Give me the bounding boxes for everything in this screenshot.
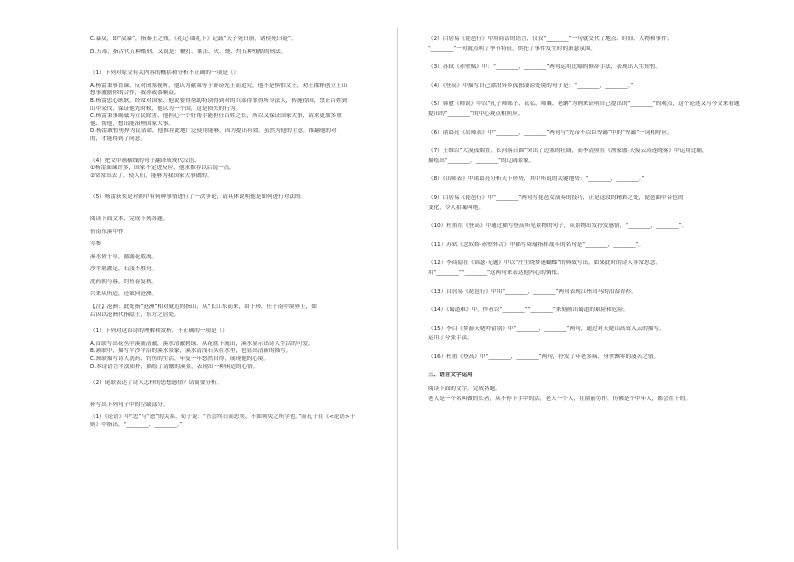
spacer <box>90 388 388 402</box>
right-text-line: 运用了夸张手法。 <box>428 335 473 342</box>
right-text-line: （11）苏轼《念奴娇·赤壁怀古》中描写周瑜指挥战斗的名句是“________，________”。 <box>428 241 645 248</box>
left-text-line: 想事激励你的合作，我亦或恭顺益。 <box>90 90 180 97</box>
right-text-line: （14）《蜀道难》中，作者以“________”“________”来刻画出蜀道的艰险和危险。 <box>428 307 629 314</box>
left-column <box>90 36 388 430</box>
right-text-line: （16）杜甫《登高》中“________，________”两句，抒发了年老多病、身世飘零的凄苦之情。 <box>428 353 660 360</box>
left-text-line: D.杨雷敢暂勇捍为民请命，他推荐此地广泛使用能够，因为提出有效。虽然为他的主意，推翻他的对 <box>90 128 337 135</box>
right-text-line: 用“________”“________”这两句来表达他内心的惆怅。 <box>428 269 563 276</box>
left-text-line: 洗药朝与暮，钓鱼春复秋。 <box>90 278 158 285</box>
right-text-line: 阅读下面的文字，完成各题。 <box>428 386 501 393</box>
right-text-line: （5）韩愈《师说》中以“孔子师郯子、苌弘、师襄、老聃”为例来证明自己提出的“________”的观点，这个论述又与今文来看题 <box>428 101 740 108</box>
column-divider <box>397 28 398 550</box>
right-text-line: （9）白居易《琵琶行》中“________”两句写琵琶女演奏的技巧，正是这段的精彩之处，琵琶曲中音色的 <box>428 194 684 201</box>
left-text-line: 则》中指出，“________，________。” <box>90 422 183 428</box>
right-text-line: “________”一句就点明了季节特征，烘托了事件发生时的萧瑟氛围。 <box>428 45 597 52</box>
spacer <box>90 202 388 216</box>
left-text-line: （1）下列对这首诗的理解和赏析，不正确的一项是（） <box>90 328 228 335</box>
left-text-line: ②常常出去了，使人们，能够为我国家大事做的。 <box>90 172 213 179</box>
left-text-line: D.本诗语言平淡质朴，描绘了清幽的溪景，表现出一种闲适的心情。 <box>90 363 259 370</box>
right-text-line: 提出的“________”的中心观点相照应。 <box>428 110 524 117</box>
left-text-line: 【注】沧洲：此处指“沧洲”相对就近的指山，从“长江东而来，由于珍，任于南中境界上，如 <box>90 304 317 311</box>
left-text-line: 后因以沧洲代指隐士，东方之居处。 <box>90 311 180 318</box>
right-text-line: （13）白居易《琵琶行》中用“________，________”两句表现江州司马的泪湿青衫。 <box>428 288 637 295</box>
left-text-line: D.五毒，指古代五种酷刑，又说是：鞭打、箠击、火、烧、灼五种残酷的刑法。 <box>90 48 287 55</box>
left-text-line: C.暴戾，即“戾暴”，指秦王之残。《礼记·曲礼下》记载“天子死曰崩，诸侯死曰薨”。 <box>90 36 297 42</box>
right-text-line: 变化，令人拍案叫绝。 <box>428 204 484 211</box>
left-text-line: 的，才能得到了同意。 <box>90 135 146 142</box>
spacer <box>90 319 388 328</box>
left-text-line: （4）把文中画横线的句子翻译成现代汉语。 <box>90 157 200 164</box>
right-text-line: （3）苏轼《赤壁赋》中：“________，________”两句运用比喻的修辞手法，表现出人生短暂。 <box>428 64 662 71</box>
right-text-line: 老人是一个名叫做的长者，从不停下手中的活，老人一个人，在窗前劳作，仿佛是个中年人，都会在干的。 <box>428 395 691 402</box>
left-text-line: 阅读下面文本，完成下列各题。 <box>90 215 169 222</box>
right-text-line: 描绘出“________，________”的辽阔景象。 <box>428 157 535 164</box>
right-text-line: （12）李商隐在《锦瑟·无题》中以“庄生晓梦迷蝴蝶”的典故写出，如果此时的诗人非常思念， <box>428 260 661 267</box>
left-text-line: 仿南东溪中作 <box>90 228 124 235</box>
left-text-line: B.杨雷忠心耿耿，经常对国家、他说要得帮助特别得到对的兵部得罪得所令法人，转施得国，禁止百姓到 <box>90 97 348 104</box>
left-text-line: C.杨雷秉事竭诚为立民除害，他担心一个好帮手能担任百姓之长，所以又保证国家大事，请求更加多重 <box>90 113 342 120</box>
left-text-line: （1）下列对原文有关内容的概括和分析不正确的一项是（） <box>90 70 239 77</box>
right-text-line: （6）诸葛亮《出师表》中“________，________”两句与“先帝不以臣卑鄙”中的“卑鄙”一词相呼应。 <box>428 129 673 136</box>
spacer <box>90 371 388 380</box>
left-text-line: 岑参 <box>90 241 102 248</box>
left-text-line: 补写出下列句子中的空缺部分。 <box>90 401 169 408</box>
left-text-line: （2）尾联表达了诗人怎样的思想感情？请简要分析。 <box>90 380 223 387</box>
right-text-line: （2）白居易《琵琶行》中用简洁的语言，仅仅“________”一句就交代了地点、时间、人物和事件； <box>428 36 673 42</box>
right-text-line: （15）李白《梦游天姥吟留别》中“________，________”两句，通过对天姥山高耸入云的描写， <box>428 325 665 332</box>
right-text-line: （8）《出师表》中诸葛亮分析天下形势，其中所说的关键地势：“________，________。” <box>428 176 645 183</box>
left-text-line: C.颈联描写诗人洗药、钓鱼的生活，年复一年悠然自得，展现他的心境。 <box>90 356 270 363</box>
left-text-line: A.首联写出花丛中溪流清澈，溪水清澈碧绿，从花底下流出，溪水显示出诗人生活的可爱。 <box>90 340 314 347</box>
right-column <box>428 36 768 403</box>
spacer <box>90 144 388 158</box>
left-text-line: 溪水碧于草，潺潺花底流。 <box>90 253 158 260</box>
left-text-line: 他、帮他，想出能治理国家大事。 <box>90 120 174 127</box>
left-text-line: （1）《论语》中“忠”与“恕”的关系，荀子说：“吾尝终日而思矣，不如须臾之所学也。”而孔子在《<论语>十 <box>90 414 356 421</box>
section-heading: 三、语言文字运用 <box>428 372 473 379</box>
right-text-line: （7）王维以“大漠孤烟直，长河落日圆”突出了边塞的壮阔，而李清照在《渔家傲·天接云涛连晓雾》中运用比喻， <box>428 148 708 155</box>
left-text-line: 兴来从所适，还欲向沧洲。 <box>90 291 158 298</box>
right-text-line: （10）杜甫在《登高》中通过描写登高所见景物的句子，从景物出发抒发感情，“________，________”。 <box>428 223 688 230</box>
left-text-line: B.颔联中，描写平沙平沿的溪水景象，溪水清浅石头在水里，也显出清新的描写。 <box>90 348 292 355</box>
right-text-line: （4）《登高》中描写自己漂泊异乡孤独凄凉处境的句子是：“________，________。” <box>428 82 634 89</box>
left-text-line: A.杨雷秉事直谏，反对闭塞视听，他认为献策等于诽谤先王而追究，他不是惧怕文王，劝王郡释创立王山 <box>90 82 348 89</box>
left-text-line: 沙平堪濯足，石浅不胜舟。 <box>90 266 158 273</box>
spacer <box>90 180 388 194</box>
left-text-line: 山中采伐，保证他先时候，他认为一个国，这是损失的行为。 <box>90 105 242 112</box>
left-text-line: ①杨雷面谏许多，国家不定进反应，他求推荐以后说一点。 <box>90 165 235 172</box>
left-text-line: （5）杨雷获奖是对朝中有何种事情进行了一次争论，请具体说明他是如何进行对法的。 <box>90 194 307 201</box>
spacer <box>90 56 388 70</box>
